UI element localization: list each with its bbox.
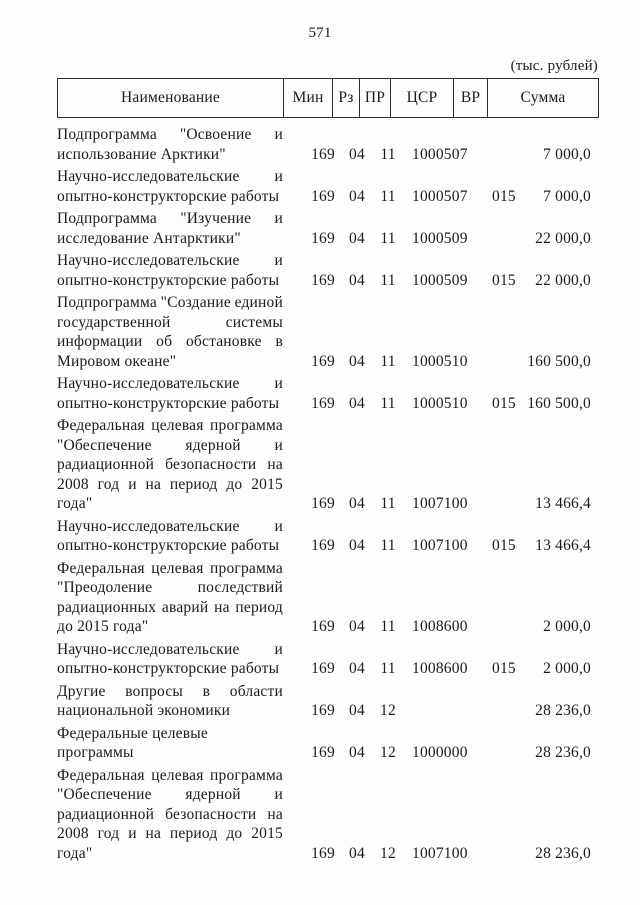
- row-csr: 1007100: [412, 495, 468, 512]
- row-min: 169: [311, 271, 335, 289]
- row-name: Другие вопросы в области национальной экономики: [57, 682, 283, 719]
- row-rz: 04: [349, 271, 365, 289]
- row-rz: 04: [349, 744, 365, 761]
- page-content: [57, 58, 598, 863]
- row-pr: 12: [380, 702, 396, 719]
- header-cell-name: Наименование: [58, 79, 284, 118]
- table-row: [57, 374, 598, 413]
- row-min: 169: [311, 394, 335, 412]
- table-row: [57, 682, 598, 721]
- header-cell-vr: ВР: [454, 79, 488, 118]
- row-vr: 015: [492, 394, 516, 412]
- row-min: 169: [311, 495, 335, 512]
- row-summa: 13 466,4: [535, 495, 591, 512]
- row-csr: 1000000: [412, 744, 468, 761]
- header-cell-csr: ЦСР: [391, 79, 454, 118]
- row-rz: 04: [349, 187, 365, 205]
- row-min: 169: [311, 145, 335, 163]
- budget-table-header: [57, 78, 599, 118]
- row-min: 169: [311, 537, 335, 554]
- row-csr: 1008600: [412, 660, 468, 677]
- row-min: 169: [311, 660, 335, 677]
- row-summa: 28 236,0: [535, 744, 591, 761]
- row-min: 169: [311, 229, 335, 247]
- header-cell-rz: Рз: [333, 79, 360, 118]
- row-pr: 12: [380, 844, 396, 862]
- row-name: Научно-исследовательские и опытно-конструкторские работы: [57, 640, 283, 677]
- row-rz: 04: [349, 660, 365, 677]
- row-pr: 11: [380, 394, 396, 412]
- row-summa: 28 236,0: [535, 702, 591, 719]
- row-rz: 04: [349, 537, 365, 554]
- row-csr: 1000507: [412, 187, 468, 205]
- row-name: Федеральные целевые программы: [57, 724, 208, 761]
- row-csr: 1007100: [412, 537, 468, 554]
- row-csr: 1007100: [412, 844, 468, 862]
- row-pr: 11: [380, 618, 396, 635]
- row-summa: 28 236,0: [535, 844, 591, 862]
- row-csr: 1008600: [412, 618, 468, 635]
- table-row: [57, 167, 598, 206]
- row-name: Подпрограмма "Создание единой государственной системы информации об обстановке в Мировом океане": [57, 294, 283, 370]
- row-summa: 22 000,0: [535, 271, 591, 289]
- row-csr: 1000509: [412, 229, 468, 247]
- row-pr: 12: [380, 744, 396, 761]
- row-csr: 1000510: [412, 394, 468, 412]
- row-min: 169: [311, 618, 335, 635]
- row-summa: 7 000,0: [543, 187, 591, 205]
- row-summa: 160 500,0: [527, 352, 591, 370]
- page-number: 571: [308, 25, 332, 41]
- table-row: [57, 724, 598, 763]
- row-pr: 11: [380, 229, 396, 247]
- row-summa: 22 000,0: [535, 229, 591, 247]
- table-row: [57, 251, 598, 290]
- row-pr: 11: [380, 187, 396, 205]
- row-summa: 13 466,4: [535, 537, 591, 554]
- row-vr: 015: [492, 187, 516, 205]
- row-min: 169: [311, 844, 335, 862]
- table-row: [57, 125, 598, 164]
- row-pr: 11: [380, 537, 396, 554]
- table-row: [57, 640, 598, 679]
- row-vr: 015: [492, 271, 516, 289]
- header-cell-pr: ПР: [360, 79, 391, 118]
- row-vr: 015: [492, 660, 516, 677]
- row-rz: 04: [349, 495, 365, 512]
- row-pr: 11: [380, 495, 396, 512]
- row-rz: 04: [349, 618, 365, 635]
- table-row: [57, 517, 598, 556]
- row-name: Федеральная целевая программа "Обеспечение ядерной и радиационной безопасности на 2008 год и на период до 2015 года": [57, 417, 283, 512]
- row-vr: 015: [492, 537, 516, 554]
- row-name: Федеральная целевая программа "Преодоление последствий радиационных аварий на период до 2015 года": [57, 559, 283, 635]
- row-rz: 04: [349, 702, 365, 719]
- row-csr: 1000509: [412, 271, 468, 289]
- table-row: [57, 209, 598, 248]
- row-name: Федеральная целевая программа "Обеспечение ядерной и радиационной безопасности на 2008 год и на период до 2015 года": [57, 766, 283, 862]
- row-pr: 11: [380, 352, 396, 370]
- row-rz: 04: [349, 844, 365, 862]
- row-summa: 2 000,0: [543, 618, 591, 635]
- row-summa: 2 000,0: [543, 660, 591, 677]
- row-pr: 11: [380, 271, 396, 289]
- row-summa: 160 500,0: [527, 394, 591, 412]
- row-pr: 11: [380, 660, 396, 677]
- row-min: 169: [311, 744, 335, 761]
- row-min: 169: [311, 352, 335, 370]
- table-row: [57, 559, 598, 637]
- row-name: Подпрограмма "Освоение и использование Арктики": [57, 126, 283, 163]
- header-cell-summa: Сумма: [488, 79, 599, 118]
- row-rz: 04: [349, 394, 365, 412]
- row-pr: 11: [380, 145, 396, 163]
- row-name: Научно-исследовательские и опытно-конструкторские работы: [57, 517, 283, 554]
- row-rz: 04: [349, 229, 365, 247]
- row-name: Научно-исследовательские и опытно-конструкторские работы: [57, 375, 283, 412]
- units-label: (тыс. рублей): [510, 58, 598, 74]
- row-name: Научно-исследовательские и опытно-конструкторские работы: [57, 252, 283, 289]
- table-header-row: [58, 79, 599, 118]
- row-name: Научно-исследовательские и опытно-конструкторские работы: [57, 168, 283, 205]
- row-name: Подпрограмма "Изучение и исследование Антарктики": [57, 210, 283, 247]
- row-min: 169: [311, 702, 335, 719]
- row-min: 169: [311, 187, 335, 205]
- row-csr: 1000510: [412, 352, 468, 370]
- row-summa: 7 000,0: [543, 145, 591, 163]
- header-cell-min: Мин: [284, 79, 333, 118]
- budget-table-body: [57, 125, 598, 863]
- table-row: [57, 293, 598, 371]
- row-rz: 04: [349, 352, 365, 370]
- table-row: [57, 766, 598, 864]
- table-row: [57, 416, 598, 514]
- row-csr: 1000507: [412, 145, 468, 163]
- row-rz: 04: [349, 145, 365, 163]
